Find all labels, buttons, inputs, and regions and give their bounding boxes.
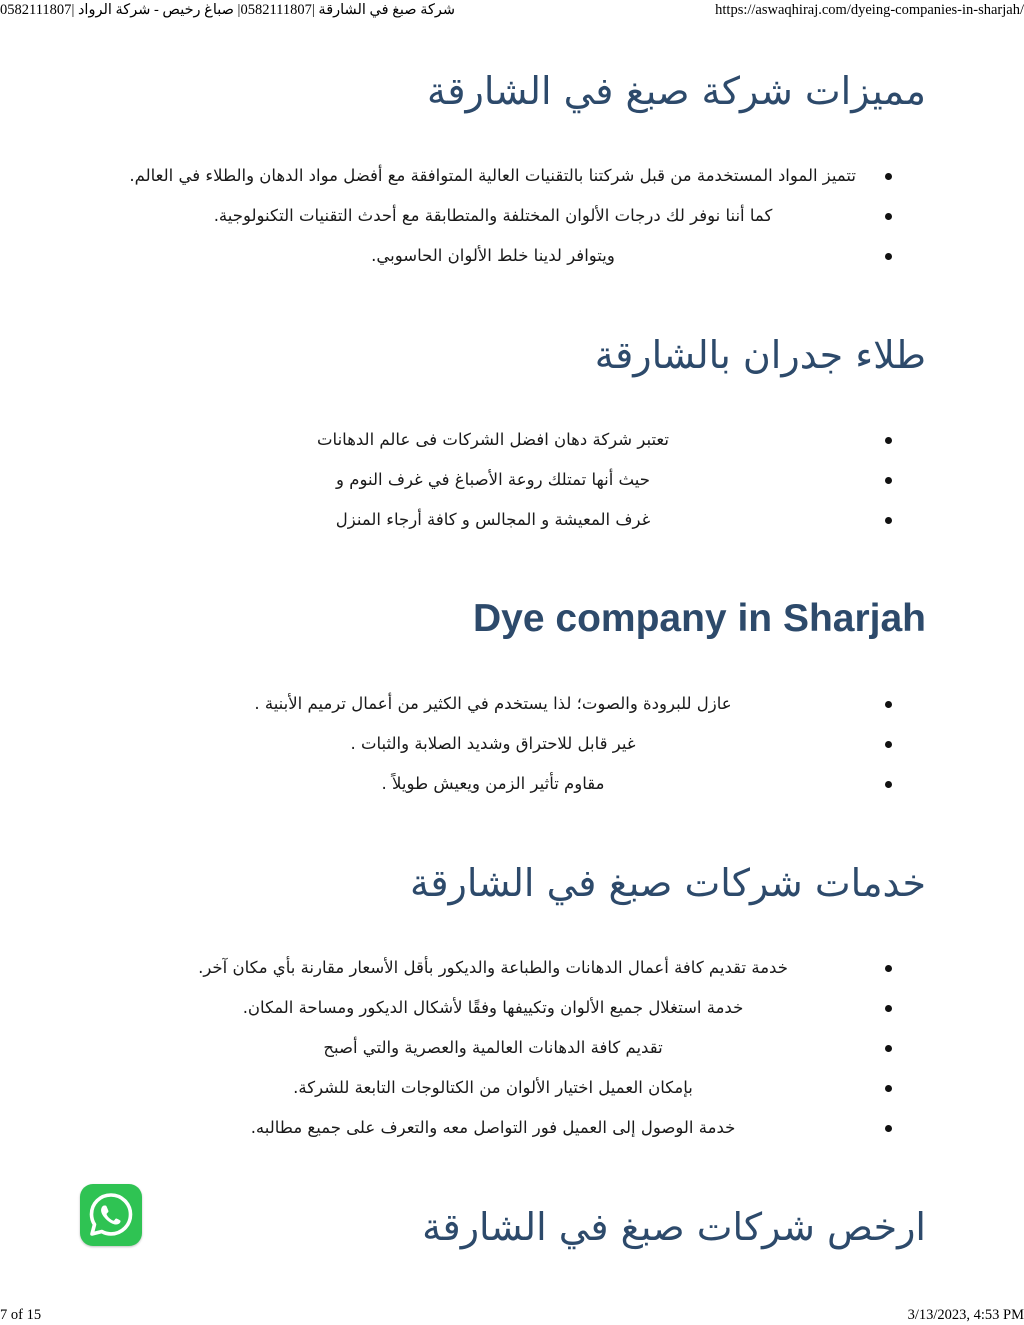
list-item-text: تقديم كافة الدهانات العالمية والعصرية والتي أصبح [323, 1038, 663, 1057]
section-heading: ارخص شركات صبغ في الشارقة [422, 1205, 926, 1249]
list-item [100, 1108, 926, 1148]
bullet-list [100, 400, 926, 576]
bullet-list [100, 136, 926, 312]
bullet-icon [885, 477, 892, 484]
list-item [100, 196, 926, 236]
article-content [100, 48, 926, 1272]
section-wall-painting [100, 312, 926, 576]
bullet-icon [885, 213, 892, 220]
list-item-text: عازل للبرودة والصوت؛ لذا يستخدم في الكثير من أعمال ترميم الأبنية . [254, 694, 732, 713]
bullet-icon [885, 781, 892, 788]
list-item [100, 500, 926, 540]
print-datetime: 3/13/2023, 4:53 PM [907, 1307, 1024, 1323]
bullet-icon [885, 1125, 892, 1132]
list-item [100, 420, 926, 460]
list-item-text: خدمة الوصول إلى العميل فور التواصل معه والتعرف على جميع مطالبه. [250, 1118, 736, 1137]
bullet-icon [885, 1005, 892, 1012]
list-item-text: مقاوم تأثير الزمن ويعيش طويلاً . [381, 774, 605, 793]
whatsapp-icon [80, 1184, 142, 1246]
list-item-text: خدمة تقديم كافة أعمال الدهانات والطباعة والديكور بأقل الأسعار مقارنة بأي مكان آخر. [198, 958, 788, 977]
bullet-icon [885, 253, 892, 260]
bullet-list [100, 928, 926, 1184]
section-heading: خدمات شركات صبغ في الشارقة [409, 861, 926, 905]
section-services [100, 840, 926, 1184]
print-footer [0, 1307, 1024, 1325]
list-item-text: غرف المعيشة و المجالس و كافة أرجاء المنزل [335, 510, 651, 529]
bullet-icon [885, 173, 892, 180]
bullet-icon [885, 965, 892, 972]
list-item [100, 764, 926, 804]
list-item-text: حيث أنها تمتلك روعة الأصباغ في غرف النوم و [336, 470, 650, 489]
bullet-icon [885, 741, 892, 748]
list-item [100, 1028, 926, 1068]
list-item [100, 948, 926, 988]
section-cheapest [100, 1184, 926, 1272]
section-heading: مميزات شركة صبغ في الشارقة [427, 69, 926, 113]
print-header-url: https://aswaqhiraj.com/dyeing-companies-in-sharjah/ [715, 2, 1024, 18]
list-item-text: تعتبر شركة دهان افضل الشركات فى عالم الدهانات [317, 430, 669, 449]
page-number: 7 of 15 [0, 1307, 42, 1323]
bullet-icon [885, 1085, 892, 1092]
list-item [100, 460, 926, 500]
list-item [100, 1068, 926, 1108]
list-item [100, 684, 926, 724]
whatsapp-button[interactable] [80, 1184, 142, 1246]
bullet-icon [885, 701, 892, 708]
section-heading: Dye company in Sharjah [473, 597, 926, 640]
bullet-icon [885, 517, 892, 524]
list-item-text: تتميز المواد المستخدمة من قبل شركتنا بالتقنيات العالية المتوافقة مع أفضل مواد الدهان والطلاء في العالم. [129, 166, 856, 185]
list-item-text: ويتوافر لدينا خلط الألوان الحاسوبي. [371, 246, 615, 265]
section-features [100, 48, 926, 312]
list-item-text: غير قابل للاحتراق وشديد الصلابة والثبات . [350, 734, 636, 753]
list-item-text: كما أننا نوفر لك درجات الألوان المختلفة والمتطابقة مع أحدث التقنيات التكنولوجية. [213, 206, 773, 225]
section-dye-company [100, 576, 926, 840]
bullet-icon [885, 1045, 892, 1052]
section-heading: طلاء جدران بالشارقة [594, 333, 926, 377]
list-item [100, 156, 926, 196]
list-item-text: خدمة استغلال جميع الألوان وتكييفها وفقًا لأشكال الديكور ومساحة المكان. [242, 998, 744, 1017]
print-header [0, 0, 1024, 22]
list-item [100, 724, 926, 764]
list-item [100, 236, 926, 276]
list-item-text: بإمكان العميل اختيار الألوان من الكتالوجات التابعة للشركة. [293, 1078, 693, 1097]
bullet-icon [885, 437, 892, 444]
list-item [100, 988, 926, 1028]
print-header-title: شركة صبغ في الشارقة |0582111807| صباغ رخيص - شركة الرواد |0582111807 [0, 2, 456, 18]
bullet-list [100, 664, 926, 840]
